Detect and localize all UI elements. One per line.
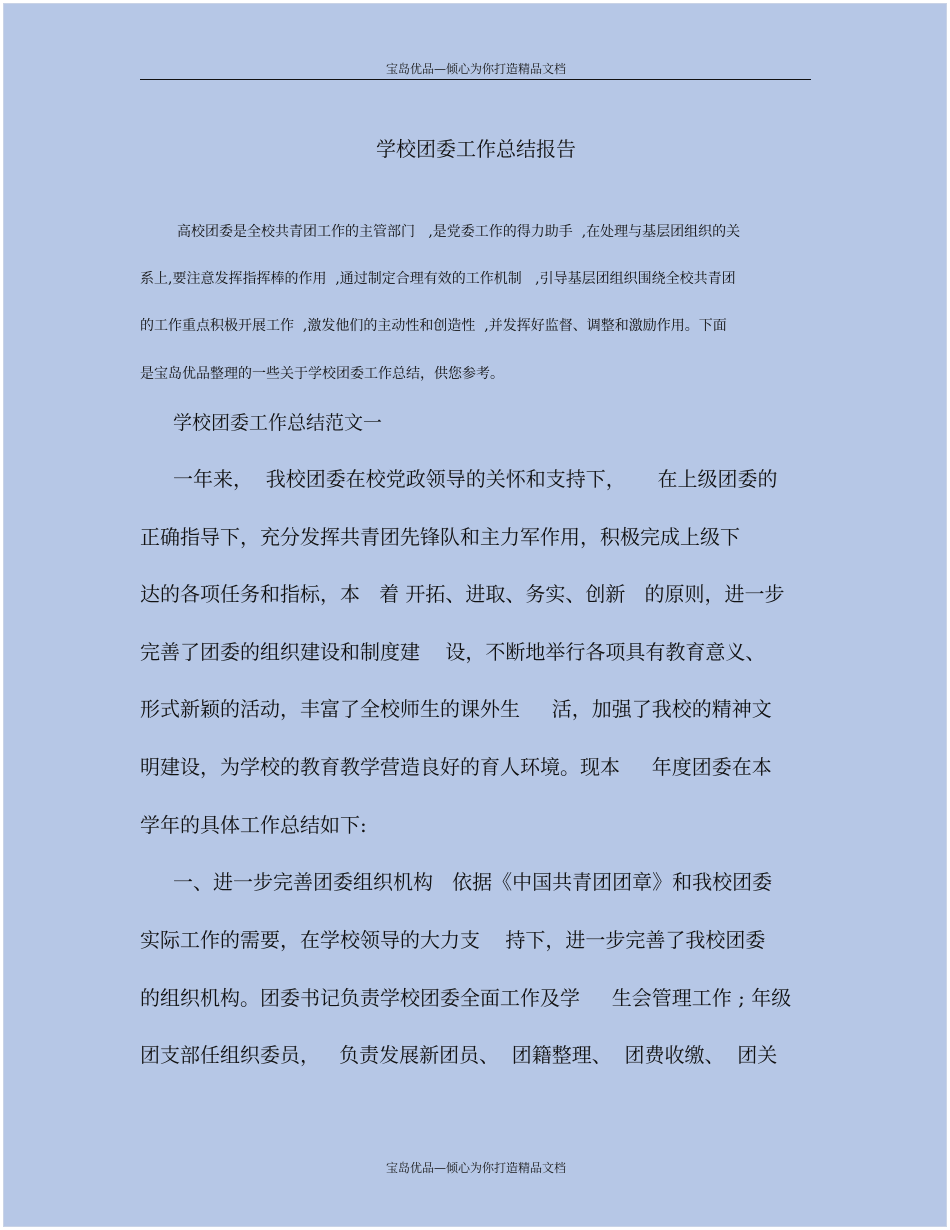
body-line-4: 完善了团委的组织建设和制度建 设，不断地举行各项具有教育意义、 [140,640,766,664]
body-line-5: 形式新颖的活动，丰富了全校师生的课外生 活，加强了我校的精神文 [140,697,772,721]
intro-line-1: 高校团委是全校共青团工作的主管部门 ,是党委工作的得力助手 ,在处理与基层团组织的关 [177,224,741,240]
intro-line-3: 的工作重点积极开展工作 ,激发他们的主动性和创造性 ,并发挥好监督、调整和激励作用。下面 [140,318,727,334]
body-line-3: 达的各项任务和指标，本 着 开拓、进取、务实、创新 的原则，进一步 [140,582,785,606]
page-header: 宝岛优品—倾心为你打造精品文档 [385,62,566,76]
intro-line-2: 系上,要注意发挥指挥棒的作用 ,通过制定合理有效的工作机制 ,引导基层团组织围绕全校共青团 [140,271,736,287]
section-heading: 学校团委工作总结范文一 [173,412,383,434]
intro-line-4: 是宝岛优品整理的一些关于学校团委工作总结，供您参考。 [140,366,504,382]
page-footer: 宝岛优品—倾心为你打造精品文档 [385,1161,566,1175]
body-line-7: 学年的具体工作总结如下: [140,813,367,837]
body-line-2: 正确指导下，充分发挥共青团先锋队和主力军作用，积极完成上级下 [140,525,740,549]
body-line-6: 明建设，为学校的教育教学营造良好的育人环境。现本 年度团委在本 [140,755,772,779]
document-page [3,3,947,1227]
body-line-1: 一年来， 我校团委在校党政领导的关怀和支持下， 在上级团委的 [173,467,778,491]
body-line-10: 的组织机构。团委书记负责学校团委全面工作及学 生会管理工作 ; 年级 [140,986,792,1010]
header-divider [140,79,811,80]
body-line-11: 团支部任组织委员， 负责发展新团员、 团籍整理、 团费收缴、 团关 [140,1043,778,1067]
document-title: 学校团委工作总结报告 [376,137,576,161]
body-line-8: 一、进一步完善团委组织机构 依据《中国共青团团章》和我校团委 [173,870,773,894]
body-line-9: 实际工作的需要，在学校领导的大力支 持下，进一步完善了我校团委 [140,928,766,952]
